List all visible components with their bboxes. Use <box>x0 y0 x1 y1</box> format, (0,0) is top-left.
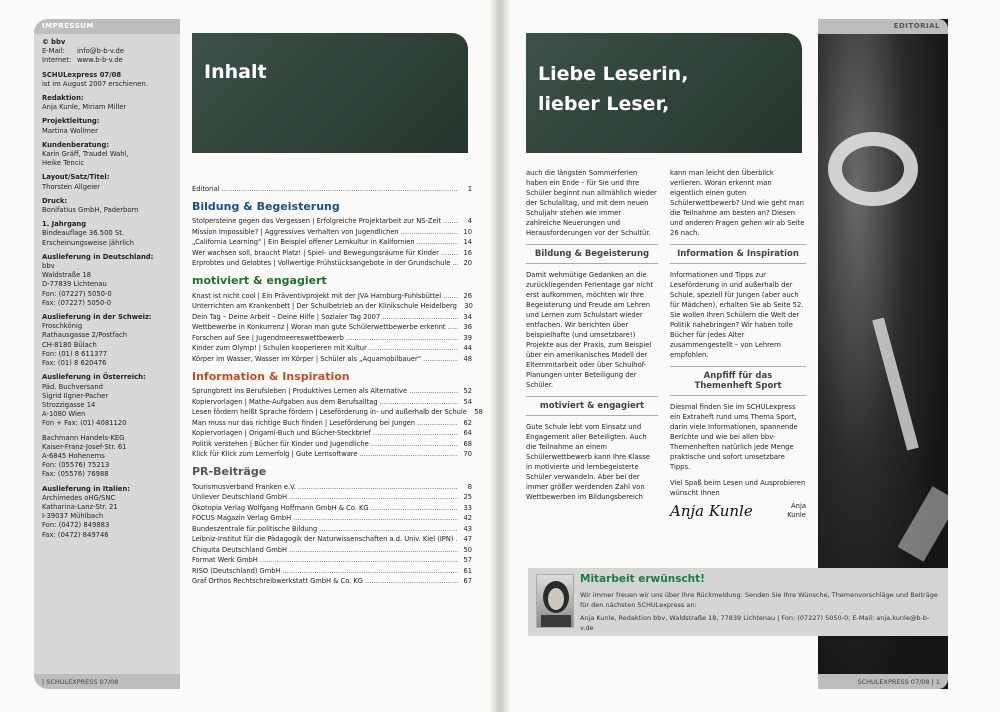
toc-page-number: 4 <box>467 217 472 225</box>
toc-entry-title: Forschen auf See | Jugendmeereswettbewerb <box>192 333 344 342</box>
layout-name: Thorsten Allgeier <box>42 182 101 191</box>
toc-entry-title: Ökotopia Verlag Wolfgang Hoffmann GmbH & Co. KG <box>192 503 369 512</box>
toc-entry[interactable] <box>192 406 483 417</box>
kg-fax: Fax: (05576) 76988 <box>42 470 109 479</box>
de-fax: Fax: (07227) 5050-0 <box>42 298 112 307</box>
toc-page-number: 68 <box>463 439 472 448</box>
toc-entry-title: Chiquita Deutschland GmbH <box>192 545 288 554</box>
toc-entry[interactable] <box>192 448 472 459</box>
mitarbeit-contact[interactable]: Anja Kunle, Redaktion bbv, Waldstraße 18, 77839 Lichtenau | Fon: (07227) 5050-0; E-Mail: anja.kunle@b-b-v.de <box>580 614 930 632</box>
toc-page-number: 54 <box>463 397 472 406</box>
toc-entry-title: Format Werk GmbH <box>192 556 258 564</box>
internet-label: Internet: <box>42 56 72 65</box>
toc-page-number: 57 <box>463 556 472 564</box>
redaktion-names: Anja Kunle, Miriam Miller <box>42 103 127 112</box>
ch-line-2: Rathausgasse 2/Postfach <box>42 331 128 340</box>
toc-leader-dots <box>409 387 458 395</box>
toc-entry-title: Kinder zum Olymp! | Schulen kooperieren mit Kultur <box>192 344 367 352</box>
toc-entry-title: Sprungbrett ins Berufsleben | Produktives Lernen als Alternative <box>192 387 408 395</box>
editorial-intro: auch die längsten Sommerferien haben ein Ende – für Sie und Ihre Schüler beginnt nun allmählich wieder der Schulalltag, und mit dem neuen Schuljahr stehen wie immer zahlreiche Neuerungen und Herausforderungen vor der Schultür. <box>526 169 657 237</box>
druck-name: Bonifatius GmbH, Paderborn <box>42 206 139 215</box>
toc-entry[interactable] <box>192 480 472 491</box>
toc-entry-title: Erprobtes und Gelobtes | Vollwertige Frühstücksangebote in der Grundschule <box>192 259 451 267</box>
at-line-1: Päd. Buchversand <box>42 382 103 391</box>
email-label: E-Mail: <box>42 47 65 56</box>
toc-entry[interactable] <box>192 331 472 342</box>
editorial-title-1: Liebe Leserin, <box>538 63 689 85</box>
toc-entry[interactable] <box>192 575 472 586</box>
editorial-tab: EDITORIAL <box>818 19 948 34</box>
toc-page-number: 39 <box>463 333 472 342</box>
at-label: Auslieferung in Österreich: <box>42 373 146 382</box>
toc-page-number: 48 <box>463 354 472 363</box>
toc-leader-dots <box>360 450 458 458</box>
toc-page-number: 61 <box>463 566 472 575</box>
toc-entry[interactable] <box>192 491 472 502</box>
toc-section-heading: Information & Inspiration <box>192 369 350 383</box>
toc-leader-dots <box>417 238 458 246</box>
signer-last: Kunle <box>787 511 806 519</box>
toc-page-number: 44 <box>463 344 472 352</box>
toc-entry-title: FOCUS Magazin Verlag GmbH <box>192 514 292 522</box>
ch-fax: Fax: (01) 8 620476 <box>42 359 107 368</box>
editorial-closing: Viel Spaß beim Lesen und Ausprobieren wünscht Ihnen <box>670 479 806 497</box>
toc-entry-title: Dein Tag – Deine Arbeit – Deine Hilfe | Sozialer Tag 2007 <box>192 312 381 321</box>
heading-anpfiff-line-1: Anpfiff für das <box>703 371 773 381</box>
ch-line-1: Froschkönig <box>42 322 83 331</box>
ch-line-3: CH-8180 Bülach <box>42 340 97 349</box>
inhalt-title: Inhalt <box>204 61 267 83</box>
toc-page-number: 10 <box>463 227 472 236</box>
it-line-3: I-39037 Mühlbach <box>42 512 104 521</box>
toc-leader-dots <box>293 514 458 522</box>
at-line-3: Strozzigasse 14 <box>42 400 96 409</box>
toc-entry-title: Kopiervorlagen | Origami-Buch und Bücher-Steckbrief <box>192 429 371 437</box>
toc-leader-dots <box>371 504 458 512</box>
kunden-line-1: Karin Gräff, Traudel Wahl, <box>42 150 129 159</box>
toc-entry[interactable] <box>192 564 472 575</box>
email-link[interactable]: info@b-b-v.de <box>77 47 125 56</box>
toc-section-heading: PR-Beiträge <box>192 465 267 478</box>
toc-leader-dots <box>382 313 458 321</box>
heading-bildung: Bildung & Begeisterung <box>526 244 658 264</box>
toc-entry[interactable] <box>192 554 472 565</box>
issue-note: ist im August 2007 erschienen. <box>42 79 148 88</box>
toc-page-number: 14 <box>463 238 472 246</box>
toc-entry[interactable] <box>192 501 472 512</box>
impressum-tab: IMPRESSUM <box>34 19 180 34</box>
impressum-body <box>34 34 180 549</box>
toc-entry-title: Stolpersteine gegen das Vergessen | Erfolgreiche Projektarbeit zur NS-Zeit <box>192 217 442 225</box>
toc-page-number: 36 <box>463 323 472 331</box>
toc-entry-title: Mission Impossible? | Aggressives Verhalten von Jugendlichen <box>192 227 399 236</box>
toc-entry[interactable] <box>192 395 472 406</box>
mitarbeit-message: Wir immer freuen wir uns über Ihre Rückmeldung: Senden Sie Ihre Wünsche, Themenvorschläge und Beiträge für den nächsten SCHULexpress an: <box>580 591 938 609</box>
toc-page-number: 33 <box>463 503 472 512</box>
toc-entry[interactable] <box>192 310 472 321</box>
toc-entry[interactable] <box>192 342 472 353</box>
toc-entry-title: RISO (Deutschland) GmbH <box>192 566 281 575</box>
toc-entry[interactable] <box>192 236 472 247</box>
toc-section-heading: motiviert & engagiert <box>192 274 327 287</box>
kg-fon: Fon: (05576) 75213 <box>42 461 110 470</box>
de-line-2: Waldstraße 18 <box>42 271 92 280</box>
redaktion-label: Redaktion: <box>42 94 84 103</box>
jahrgang-label: 1. Jahrgang <box>42 220 87 229</box>
de-fon: Fon: (07227) 5050-0 <box>42 289 112 298</box>
toc-entry-title: Graf Orthos Rechtschreibwerkstatt GmbH & Co. KG <box>192 577 363 585</box>
toc-page-number: 42 <box>463 514 472 522</box>
toc-leader-dots <box>260 556 458 564</box>
at-line-2: Sigrid Ilgner-Pacher <box>42 391 109 400</box>
de-line-3: D-77839 Lichtenau <box>42 280 107 289</box>
toc-page-number: 25 <box>463 493 472 501</box>
toc-leader-dots <box>455 535 458 543</box>
website-link[interactable]: www.b-b-v.de <box>77 56 123 65</box>
toc-page-number: 64 <box>463 429 472 437</box>
signature: Anja Kunle <box>670 502 753 520</box>
at-fonfax: Fon + Fax: (01) 4081120 <box>42 419 127 428</box>
layout-label: Layout/Satz/Titel: <box>42 173 110 182</box>
editorial-info-text: Informationen und Tipps zur Leseförderung in und außerhalb der Schule, speziell für Jungen (aber auch für Mädchen), erhalten Sie ab Seite 52. Sie wollen Ihren Schülern die Welt der Politik nahebringen? Wir haben tolle Bücher für jedes Alter zusammengestellt – von Lehrern empfohlen. <box>670 271 804 359</box>
toc-leader-dots <box>283 567 458 575</box>
toc-entry-title: Wer wachsen soll, braucht Platz! | Spiel- und Bewegungsräume für Kinder <box>192 248 439 257</box>
editorial-title-2: lieber Leser, <box>538 93 670 115</box>
toc-leader-dots <box>319 525 458 533</box>
toc-leader-dots <box>423 355 458 363</box>
de-label: Auslieferung in Deutschland: <box>42 252 154 261</box>
issue-title: SCHULexpress 07/08 <box>42 70 122 79</box>
toc-page-number: 70 <box>463 450 472 458</box>
toc-page-number: 34 <box>463 312 472 321</box>
editorial-sport-text: Diesmal finden Sie im SCHULexpress ein Extraheft rund ums Thema Sport, darin viele Informationen, spannende Berichte und wie bei allen bbv-Themenheften natürlich jede Menge praktische und sofort umsetzbare Tipps. <box>670 403 798 471</box>
toc-entry-title: Knast ist nicht cool | Ein Präventivprojekt mit der JVA Hamburg-Fuhlsbüttel <box>192 291 442 300</box>
erscheinungsweise: Erscheinungsweise jährlich <box>42 238 135 247</box>
it-fon: Fon: (0472) 849883 <box>42 521 110 530</box>
projekt-name: Martina Wollmer <box>42 126 98 135</box>
toc-page-number: 67 <box>463 577 472 585</box>
toc-leader-dots <box>441 249 458 257</box>
it-fax: Fax: (0472) 849746 <box>42 530 109 539</box>
toc-leader-dots <box>448 323 458 331</box>
it-line-1: Archimedes oHG/SNC <box>42 493 116 502</box>
left-page-footer: | SCHULEXPRESS 07/08 <box>34 674 180 689</box>
heading-motiviert: motiviert & engagiert <box>526 396 658 416</box>
mitarbeit-title: Mitarbeit erwünscht! <box>580 573 705 585</box>
kunden-label: Kundenberatung: <box>42 140 110 149</box>
toc-page-number: 43 <box>463 524 472 533</box>
toc-entry-title: Bundeszentrale für politische Bildung <box>192 524 318 533</box>
toc-page-number: 52 <box>463 387 472 395</box>
signer-first: Anja <box>790 502 806 510</box>
toc-entry[interactable] <box>192 522 472 533</box>
impressum-sidebar <box>34 19 180 689</box>
ch-fon: Fon: (01) 8 611377 <box>42 349 108 358</box>
toc-entry-title: Politik verstehen | Bücher für Kinder und Jugendliche <box>192 439 369 448</box>
toc-page-number: 58 <box>474 408 483 416</box>
toc-entry[interactable] <box>192 543 472 554</box>
toc-page-number: 62 <box>463 418 472 427</box>
kg-line-3: A-6845 Hohenems <box>42 451 105 460</box>
toc-entry[interactable] <box>192 385 472 396</box>
editorial-column-2 <box>670 168 806 520</box>
toc-entry-title: Kopiervorlagen | Mathe-Aufgaben aus dem Berufsalltag <box>192 397 378 406</box>
toc-page-number: 47 <box>463 535 472 543</box>
kg-line-2: Kaiser-Franz-Josef-Str. 61 <box>42 442 127 451</box>
toc-leader-dots <box>289 493 458 501</box>
heading-anpfiff <box>670 366 806 396</box>
toc-page-number: 8 <box>467 482 472 491</box>
toc-entry[interactable] <box>192 300 472 311</box>
toc-section-heading: Bildung & Begeisterung <box>192 199 340 213</box>
toc-entry[interactable] <box>192 512 472 523</box>
de-line-1: bbv <box>42 262 55 271</box>
person-portrait-icon <box>537 575 574 628</box>
at-line-4: A-1080 Wien <box>42 410 86 419</box>
toc-page-number: 30 <box>464 302 473 310</box>
page-gutter <box>490 0 510 712</box>
toc-leader-dots <box>365 577 458 585</box>
toc-entry-title: Lesen fördern heißt Sprache fördern | Leseförderung in- und außerhalb der Schule <box>192 408 467 416</box>
toc-entry[interactable] <box>192 427 472 438</box>
toc-entry-title: Körper im Wasser, Wasser im Körper | Schüler als „Aquamobilbauer“ <box>192 354 422 363</box>
editorial-column-1 <box>526 168 658 502</box>
toc-entry[interactable] <box>192 321 472 332</box>
toc-leader-dots <box>371 440 458 448</box>
toc-leader-dots <box>369 344 458 352</box>
toc-entry[interactable] <box>192 257 472 268</box>
toc-leader-dots <box>298 483 458 491</box>
toc-leader-dots <box>417 419 458 427</box>
kg-line-1: Bachmann Handels-KEG <box>42 433 125 442</box>
toc-entry-title: Leibniz-Institut für die Pädagogik der Naturwissenschaften a.d. Univ. Kiel (IPN) <box>192 535 454 543</box>
toc-entry[interactable] <box>192 289 472 300</box>
toc-entry-title: Wettbewerbe in Konkurrenz | Woran man gute Schülerwettbewerbe erkennt <box>192 323 446 331</box>
it-line-2: Katharina-Lanz-Str. 21 <box>42 502 118 511</box>
ch-label: Auslieferung in der Schweiz: <box>42 313 152 322</box>
toc-page-number: 20 <box>463 259 472 267</box>
editorial-motiviert-text: Gute Schule lebt vom Einsatz und Engagement aller Beteiligten. Auch die Teilnahme an einem Schülerwettbewerb kann Ihre Klasse in motivierte und lernbegeisterte Schüler verwandeln. Aber bei der immer größer werdenden Zahl von Wettbewerben im Bildungsbereich <box>526 423 650 501</box>
toc-entry-title: Man muss nur das richtige Buch finden | Leseförderung bei Jungen <box>192 418 416 427</box>
heading-anpfiff-line-2: Themenheft Sport <box>694 381 782 391</box>
toc-leader-dots <box>373 429 458 437</box>
toc-entry[interactable] <box>192 246 472 257</box>
toc-entry-title: „California Learning“ | Ein Beispiel offener Lernkultur in Kalifornien <box>192 238 415 246</box>
toc-page-number: 50 <box>463 545 472 554</box>
toc-entry[interactable] <box>192 533 472 544</box>
projekt-label: Projektleitung: <box>42 117 100 126</box>
toc-entry[interactable] <box>192 352 472 363</box>
right-page-footer: SCHULEXPRESS 07/08 | 1 <box>818 674 948 689</box>
editorial-bildung-text: Damit wehmütige Gedanken an die zurückliegenden Ferientage gar nicht erst aufkommen, möchten wir Ihre Begeisterung und Freude am Lehren und Lernen zum Schulstart wieder entfachen. Wir berichten über beispielhafte (und umsetzbare!) Projekte aus der Praxis, zum Beispiel über ein amerikanisches Modell der Elternmitarbeit oder über Schulhof-Planungen unter Beteiligung der Schüler. <box>526 271 654 389</box>
toc-leader-dots <box>443 292 458 300</box>
avatar <box>536 574 574 628</box>
toc-entry[interactable] <box>192 225 472 236</box>
toc-leader-dots <box>401 228 458 236</box>
druck-label: Druck: <box>42 196 68 205</box>
toc-entry[interactable] <box>192 416 472 427</box>
table-of-contents <box>192 182 483 585</box>
toc-leader-dots <box>452 259 458 267</box>
editorial-col2-intro: kann man leicht den Überblick verlieren. Woran erkennt man eigentlich einen guten Schülerwettbewerb? Und wie geht man die Teilnahme am besten an? Diesen und anderen Fragen gehen wir ab Seite 26 nach. <box>670 169 805 237</box>
heading-information: Information & Inspiration <box>670 244 806 264</box>
toc-page-number: 16 <box>463 248 472 257</box>
toc-leader-dots <box>289 546 458 554</box>
toc-entry-title: Tourismusverband Franken e.V. <box>192 482 297 491</box>
bindeauflage: Bindeauflage 36.500 St. <box>42 229 125 238</box>
toc-entry[interactable] <box>192 437 472 448</box>
toc-leader-dots <box>443 217 458 225</box>
inhalt-header <box>192 33 468 153</box>
it-label: Auslieferung in Italien: <box>42 484 130 493</box>
toc-leader-dots <box>346 334 458 342</box>
mitarbeit-text <box>580 591 940 633</box>
toc-entry-title: Unilever Deutschland GmbH <box>192 493 287 501</box>
editorial-header <box>526 33 802 153</box>
toc-entry-title: Unterrichten am Krankenbett | Der Schulbetrieb an der Klinikschule Heidelberg <box>192 302 457 310</box>
toc-page-number: 26 <box>463 291 472 300</box>
toc-entry[interactable]: Editorial ..... 1 <box>192 182 472 193</box>
toc-entry-title: Klick für Klick zum Lernerfolg | Gute Lernsoftware <box>192 450 358 458</box>
kunden-line-2: Heike Tencic <box>42 159 85 168</box>
toc-entry[interactable] <box>192 215 472 226</box>
toc-leader-dots <box>380 398 458 406</box>
impressum-copyright: © bbv <box>42 38 66 46</box>
